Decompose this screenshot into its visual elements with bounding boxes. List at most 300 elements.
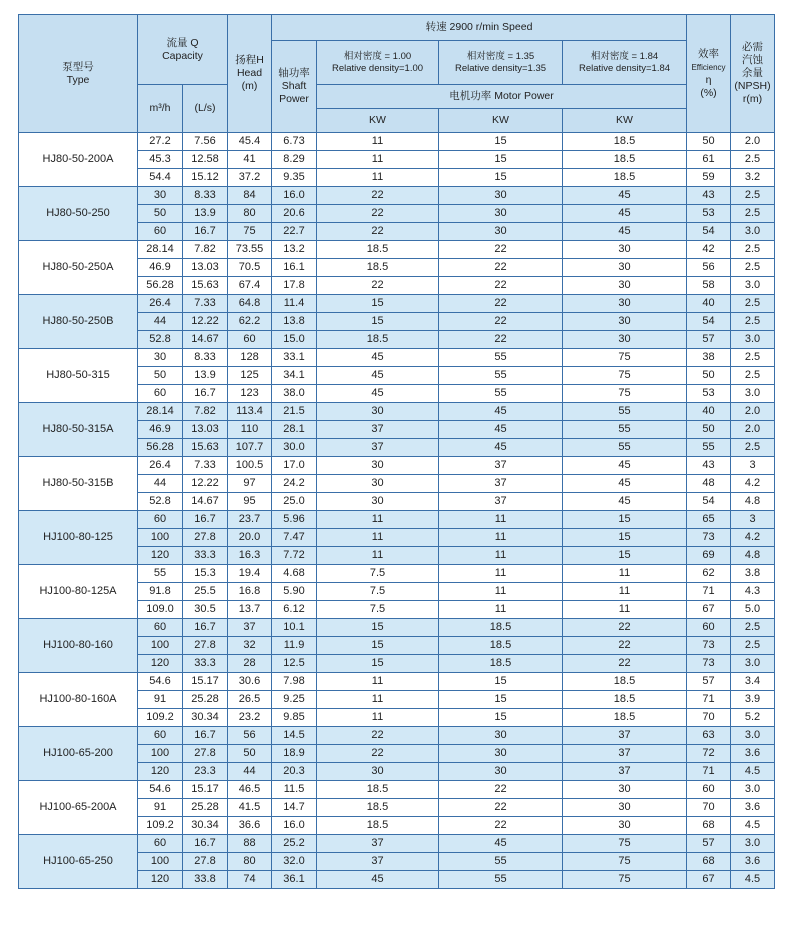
efficiency-cell: 73 [687, 637, 731, 655]
efficiency-cell: 73 [687, 529, 731, 547]
shaft-power-cell: 25.2 [272, 835, 317, 853]
flow-ls-cell: 15.12 [183, 169, 228, 187]
header-npsh-cn3: 余量 [742, 67, 764, 79]
efficiency-cell: 54 [687, 493, 731, 511]
table-row [19, 241, 775, 259]
efficiency-cell: 42 [687, 241, 731, 259]
flow-ls-cell: 7.82 [183, 241, 228, 259]
motor-kw-3-cell: 11 [563, 565, 687, 583]
efficiency-cell: 56 [687, 259, 731, 277]
header-speed: 转速 2900 r/min Speed [272, 15, 687, 41]
flow-m3h-cell: 52.8 [138, 493, 183, 511]
header-kw-2: KW [439, 109, 563, 133]
header-density-2-cn: 相对密度 = 1.35 [466, 50, 535, 62]
motor-kw-1-cell: 18.5 [317, 781, 439, 799]
pump-type-cell: HJ80-50-315B [19, 457, 138, 511]
flow-ls-cell: 27.8 [183, 853, 228, 871]
efficiency-cell: 70 [687, 709, 731, 727]
motor-kw-3-cell: 75 [563, 853, 687, 871]
flow-ls-cell: 16.7 [183, 619, 228, 637]
flow-m3h-cell: 56.28 [138, 439, 183, 457]
table-row [19, 187, 775, 205]
flow-ls-cell: 16.7 [183, 835, 228, 853]
npsh-cell: 2.5 [731, 637, 775, 655]
efficiency-cell: 61 [687, 151, 731, 169]
shaft-power-cell: 11.4 [272, 295, 317, 313]
motor-kw-1-cell: 18.5 [317, 799, 439, 817]
head-cell: 45.4 [228, 133, 272, 151]
motor-kw-1-cell: 11 [317, 133, 439, 151]
motor-kw-3-cell: 18.5 [563, 709, 687, 727]
npsh-cell: 4.2 [731, 529, 775, 547]
npsh-cell: 2.5 [731, 205, 775, 223]
head-cell: 128 [228, 349, 272, 367]
motor-kw-2-cell: 22 [439, 781, 563, 799]
shaft-power-cell: 36.1 [272, 871, 317, 889]
flow-m3h-cell: 100 [138, 745, 183, 763]
npsh-cell: 2.5 [731, 259, 775, 277]
flow-ls-cell: 27.8 [183, 745, 228, 763]
flow-m3h-cell: 120 [138, 763, 183, 781]
npsh-cell: 3.0 [731, 277, 775, 295]
pump-type-cell: HJ80-50-200A [19, 133, 138, 187]
motor-kw-3-cell: 15 [563, 529, 687, 547]
flow-ls-cell: 12.58 [183, 151, 228, 169]
npsh-cell: 4.8 [731, 547, 775, 565]
motor-kw-2-cell: 22 [439, 313, 563, 331]
header-type-cn: 泵型号 [62, 60, 94, 73]
motor-kw-2-cell: 15 [439, 151, 563, 169]
efficiency-cell: 62 [687, 565, 731, 583]
flow-m3h-cell: 45.3 [138, 151, 183, 169]
header-npsh-cn1: 必需 [742, 41, 764, 53]
head-cell: 113.4 [228, 403, 272, 421]
head-cell: 67.4 [228, 277, 272, 295]
motor-kw-2-cell: 18.5 [439, 619, 563, 637]
motor-kw-1-cell: 30 [317, 493, 439, 511]
shaft-power-cell: 30.0 [272, 439, 317, 457]
head-cell: 125 [228, 367, 272, 385]
header-kw-1: KW [317, 109, 439, 133]
table-row [19, 619, 775, 637]
motor-kw-3-cell: 37 [563, 763, 687, 781]
flow-ls-cell: 30.5 [183, 601, 228, 619]
flow-m3h-cell: 100 [138, 529, 183, 547]
header-head [228, 15, 272, 133]
shaft-power-cell: 11.9 [272, 637, 317, 655]
pump-type-cell: HJ100-65-200A [19, 781, 138, 835]
head-cell: 95 [228, 493, 272, 511]
flow-m3h-cell: 50 [138, 367, 183, 385]
shaft-power-cell: 34.1 [272, 367, 317, 385]
shaft-power-cell: 8.29 [272, 151, 317, 169]
shaft-power-cell: 16.0 [272, 817, 317, 835]
flow-m3h-cell: 30 [138, 349, 183, 367]
header-motor-power: 电机功率 Motor Power [317, 85, 687, 109]
motor-kw-3-cell: 75 [563, 835, 687, 853]
motor-kw-1-cell: 7.5 [317, 601, 439, 619]
motor-kw-3-cell: 75 [563, 367, 687, 385]
table-row [19, 727, 775, 745]
motor-kw-2-cell: 22 [439, 277, 563, 295]
npsh-cell: 3.0 [731, 331, 775, 349]
motor-kw-3-cell: 45 [563, 205, 687, 223]
pump-type-cell: HJ80-50-315A [19, 403, 138, 457]
flow-ls-cell: 15.17 [183, 673, 228, 691]
efficiency-cell: 54 [687, 223, 731, 241]
efficiency-cell: 70 [687, 799, 731, 817]
npsh-cell: 2.5 [731, 349, 775, 367]
motor-kw-1-cell: 45 [317, 385, 439, 403]
flow-m3h-cell: 46.9 [138, 421, 183, 439]
head-cell: 26.5 [228, 691, 272, 709]
flow-ls-cell: 7.33 [183, 457, 228, 475]
flow-ls-cell: 13.03 [183, 421, 228, 439]
head-cell: 110 [228, 421, 272, 439]
shaft-power-cell: 14.7 [272, 799, 317, 817]
flow-ls-cell: 25.28 [183, 799, 228, 817]
pump-type-cell: HJ100-80-125A [19, 565, 138, 619]
header-npsh-cn2: 汽蚀 [742, 54, 764, 66]
flow-ls-cell: 7.33 [183, 295, 228, 313]
flow-ls-cell: 15.17 [183, 781, 228, 799]
motor-kw-2-cell: 45 [439, 835, 563, 853]
efficiency-cell: 53 [687, 205, 731, 223]
motor-kw-2-cell: 22 [439, 331, 563, 349]
shaft-power-cell: 5.96 [272, 511, 317, 529]
efficiency-cell: 53 [687, 385, 731, 403]
flow-m3h-cell: 50 [138, 205, 183, 223]
flow-ls-cell: 7.56 [183, 133, 228, 151]
header-npsh [731, 15, 775, 133]
npsh-cell: 4.8 [731, 493, 775, 511]
motor-kw-1-cell: 11 [317, 691, 439, 709]
flow-m3h-cell: 91 [138, 799, 183, 817]
flow-m3h-cell: 55 [138, 565, 183, 583]
motor-kw-2-cell: 30 [439, 745, 563, 763]
npsh-cell: 4.5 [731, 871, 775, 889]
head-cell: 16.8 [228, 583, 272, 601]
flow-m3h-cell: 60 [138, 385, 183, 403]
flow-m3h-cell: 100 [138, 637, 183, 655]
flow-ls-cell: 13.9 [183, 367, 228, 385]
motor-kw-1-cell: 11 [317, 547, 439, 565]
pump-type-cell: HJ80-50-250B [19, 295, 138, 349]
head-cell: 37.2 [228, 169, 272, 187]
efficiency-cell: 38 [687, 349, 731, 367]
flow-ls-cell: 25.5 [183, 583, 228, 601]
flow-ls-cell: 12.22 [183, 475, 228, 493]
flow-ls-cell: 8.33 [183, 187, 228, 205]
motor-kw-2-cell: 30 [439, 763, 563, 781]
header-type-en: Type [66, 73, 90, 86]
header-shaft-en2: Power [279, 93, 309, 105]
flow-ls-cell: 16.7 [183, 727, 228, 745]
head-cell: 62.2 [228, 313, 272, 331]
head-cell: 32 [228, 637, 272, 655]
pump-type-cell: HJ80-50-250 [19, 187, 138, 241]
motor-kw-2-cell: 15 [439, 133, 563, 151]
flow-m3h-cell: 54.6 [138, 673, 183, 691]
header-flow-m3h: m³/h [138, 85, 183, 133]
motor-kw-3-cell: 18.5 [563, 691, 687, 709]
motor-kw-2-cell: 37 [439, 493, 563, 511]
flow-ls-cell: 13.03 [183, 259, 228, 277]
motor-kw-2-cell: 18.5 [439, 655, 563, 673]
npsh-cell: 3.0 [731, 655, 775, 673]
motor-kw-1-cell: 30 [317, 457, 439, 475]
flow-ls-cell: 14.67 [183, 331, 228, 349]
npsh-cell: 2.0 [731, 403, 775, 421]
motor-kw-3-cell: 11 [563, 601, 687, 619]
npsh-cell: 3.9 [731, 691, 775, 709]
efficiency-cell: 40 [687, 403, 731, 421]
motor-kw-3-cell: 45 [563, 475, 687, 493]
head-cell: 41 [228, 151, 272, 169]
head-cell: 30.6 [228, 673, 272, 691]
shaft-power-cell: 7.72 [272, 547, 317, 565]
motor-kw-3-cell: 37 [563, 727, 687, 745]
flow-ls-cell: 15.63 [183, 277, 228, 295]
header-density-3-en: Relative density=1.84 [578, 62, 671, 74]
motor-kw-2-cell: 18.5 [439, 637, 563, 655]
efficiency-cell: 43 [687, 457, 731, 475]
motor-kw-1-cell: 7.5 [317, 565, 439, 583]
motor-kw-2-cell: 11 [439, 583, 563, 601]
shaft-power-cell: 9.25 [272, 691, 317, 709]
npsh-cell: 2.5 [731, 295, 775, 313]
motor-kw-1-cell: 30 [317, 403, 439, 421]
motor-kw-2-cell: 15 [439, 709, 563, 727]
flow-m3h-cell: 54.6 [138, 781, 183, 799]
shaft-power-cell: 38.0 [272, 385, 317, 403]
motor-kw-3-cell: 15 [563, 511, 687, 529]
motor-kw-2-cell: 11 [439, 547, 563, 565]
motor-kw-1-cell: 22 [317, 223, 439, 241]
header-head-en: Head [236, 67, 263, 79]
header-flow-ls: (L/s) [183, 85, 228, 133]
npsh-cell: 2.5 [731, 151, 775, 169]
table-row [19, 565, 775, 583]
head-cell: 64.8 [228, 295, 272, 313]
flow-m3h-cell: 91 [138, 691, 183, 709]
shaft-power-cell: 5.90 [272, 583, 317, 601]
flow-ls-cell: 30.34 [183, 709, 228, 727]
motor-kw-3-cell: 45 [563, 223, 687, 241]
npsh-cell: 3.2 [731, 169, 775, 187]
efficiency-cell: 54 [687, 313, 731, 331]
motor-kw-2-cell: 22 [439, 817, 563, 835]
npsh-cell: 3.6 [731, 745, 775, 763]
motor-kw-2-cell: 45 [439, 439, 563, 457]
header-density-3 [563, 41, 687, 85]
head-cell: 80 [228, 205, 272, 223]
motor-kw-3-cell: 22 [563, 637, 687, 655]
shaft-power-cell: 15.0 [272, 331, 317, 349]
motor-kw-1-cell: 11 [317, 673, 439, 691]
motor-kw-1-cell: 45 [317, 349, 439, 367]
npsh-cell: 2.5 [731, 619, 775, 637]
motor-kw-1-cell: 7.5 [317, 583, 439, 601]
efficiency-cell: 55 [687, 439, 731, 457]
head-cell: 36.6 [228, 817, 272, 835]
header-density-2-en: Relative density=1.35 [454, 62, 547, 74]
shaft-power-cell: 33.1 [272, 349, 317, 367]
flow-m3h-cell: 28.14 [138, 241, 183, 259]
flow-m3h-cell: 44 [138, 313, 183, 331]
shaft-power-cell: 20.6 [272, 205, 317, 223]
flow-ls-cell: 33.8 [183, 871, 228, 889]
efficiency-cell: 73 [687, 655, 731, 673]
head-cell: 70.5 [228, 259, 272, 277]
npsh-cell: 3.0 [731, 781, 775, 799]
flow-m3h-cell: 109.0 [138, 601, 183, 619]
motor-kw-2-cell: 30 [439, 187, 563, 205]
motor-kw-3-cell: 37 [563, 745, 687, 763]
efficiency-cell: 40 [687, 295, 731, 313]
efficiency-cell: 57 [687, 835, 731, 853]
head-cell: 20.0 [228, 529, 272, 547]
motor-kw-3-cell: 22 [563, 655, 687, 673]
head-cell: 107.7 [228, 439, 272, 457]
header-density-1-en: Relative density=1.00 [331, 62, 424, 74]
npsh-cell: 3 [731, 457, 775, 475]
pump-type-cell: HJ100-80-125 [19, 511, 138, 565]
table-row [19, 673, 775, 691]
shaft-power-cell: 12.5 [272, 655, 317, 673]
npsh-cell: 3.0 [731, 223, 775, 241]
motor-kw-2-cell: 55 [439, 367, 563, 385]
shaft-power-cell: 32.0 [272, 853, 317, 871]
flow-m3h-cell: 91.8 [138, 583, 183, 601]
efficiency-cell: 48 [687, 475, 731, 493]
flow-ls-cell: 27.8 [183, 529, 228, 547]
motor-kw-1-cell: 15 [317, 637, 439, 655]
motor-kw-3-cell: 45 [563, 187, 687, 205]
flow-m3h-cell: 109.2 [138, 817, 183, 835]
pump-performance-table [18, 14, 775, 889]
shaft-power-cell: 21.5 [272, 403, 317, 421]
npsh-cell: 3.6 [731, 853, 775, 871]
head-cell: 19.4 [228, 565, 272, 583]
head-cell: 23.7 [228, 511, 272, 529]
flow-m3h-cell: 60 [138, 727, 183, 745]
flow-ls-cell: 15.3 [183, 565, 228, 583]
table-row [19, 133, 775, 151]
pump-type-cell: HJ100-65-250 [19, 835, 138, 889]
flow-m3h-cell: 60 [138, 835, 183, 853]
motor-kw-1-cell: 45 [317, 367, 439, 385]
shaft-power-cell: 7.98 [272, 673, 317, 691]
efficiency-cell: 58 [687, 277, 731, 295]
header-efficiency-unit: (%) [700, 86, 717, 99]
motor-kw-3-cell: 30 [563, 277, 687, 295]
shaft-power-cell: 6.12 [272, 601, 317, 619]
motor-kw-3-cell: 75 [563, 349, 687, 367]
efficiency-cell: 50 [687, 133, 731, 151]
npsh-cell: 3.0 [731, 835, 775, 853]
npsh-cell: 5.0 [731, 601, 775, 619]
motor-kw-2-cell: 22 [439, 259, 563, 277]
npsh-cell: 3.0 [731, 385, 775, 403]
header-density-1-cn: 相对密度 = 1.00 [343, 50, 412, 62]
motor-kw-2-cell: 22 [439, 241, 563, 259]
flow-m3h-cell: 109.2 [138, 709, 183, 727]
head-cell: 50 [228, 745, 272, 763]
npsh-cell: 3.4 [731, 673, 775, 691]
header-shaft-cn: 轴功率 [278, 67, 310, 79]
efficiency-cell: 72 [687, 745, 731, 763]
motor-kw-2-cell: 55 [439, 853, 563, 871]
flow-m3h-cell: 60 [138, 511, 183, 529]
motor-kw-2-cell: 15 [439, 673, 563, 691]
motor-kw-1-cell: 37 [317, 853, 439, 871]
npsh-cell: 2.0 [731, 421, 775, 439]
table-row [19, 349, 775, 367]
motor-kw-3-cell: 22 [563, 619, 687, 637]
header-type [19, 15, 138, 133]
flow-ls-cell: 16.7 [183, 385, 228, 403]
npsh-cell: 2.5 [731, 367, 775, 385]
spec-sheet [18, 14, 775, 889]
motor-kw-3-cell: 75 [563, 871, 687, 889]
motor-kw-1-cell: 15 [317, 295, 439, 313]
npsh-cell: 2.0 [731, 133, 775, 151]
flow-ls-cell: 16.7 [183, 223, 228, 241]
header-kw-3: KW [563, 109, 687, 133]
head-cell: 16.3 [228, 547, 272, 565]
npsh-cell: 2.5 [731, 439, 775, 457]
shaft-power-cell: 9.85 [272, 709, 317, 727]
efficiency-cell: 60 [687, 619, 731, 637]
header-shaft-power [272, 41, 317, 133]
flow-m3h-cell: 52.8 [138, 331, 183, 349]
header-efficiency-cn: 效率 [698, 47, 720, 60]
motor-kw-2-cell: 15 [439, 169, 563, 187]
shaft-power-cell: 14.5 [272, 727, 317, 745]
pump-type-cell: HJ80-50-250A [19, 241, 138, 295]
head-cell: 13.7 [228, 601, 272, 619]
motor-kw-3-cell: 30 [563, 817, 687, 835]
head-cell: 123 [228, 385, 272, 403]
head-cell: 73.55 [228, 241, 272, 259]
motor-kw-3-cell: 30 [563, 313, 687, 331]
efficiency-cell: 65 [687, 511, 731, 529]
head-cell: 44 [228, 763, 272, 781]
npsh-cell: 4.5 [731, 817, 775, 835]
motor-kw-3-cell: 45 [563, 493, 687, 511]
header-efficiency-en: Efficiency [691, 62, 726, 72]
motor-kw-3-cell: 11 [563, 583, 687, 601]
flow-m3h-cell: 100 [138, 853, 183, 871]
shaft-power-cell: 22.7 [272, 223, 317, 241]
motor-kw-1-cell: 18.5 [317, 241, 439, 259]
motor-kw-1-cell: 37 [317, 421, 439, 439]
head-cell: 97 [228, 475, 272, 493]
flow-m3h-cell: 46.9 [138, 259, 183, 277]
motor-kw-3-cell: 18.5 [563, 133, 687, 151]
motor-kw-1-cell: 18.5 [317, 331, 439, 349]
motor-kw-1-cell: 18.5 [317, 259, 439, 277]
efficiency-cell: 50 [687, 421, 731, 439]
efficiency-cell: 43 [687, 187, 731, 205]
flow-ls-cell: 12.22 [183, 313, 228, 331]
table-row [19, 781, 775, 799]
motor-kw-3-cell: 18.5 [563, 673, 687, 691]
shaft-power-cell: 10.1 [272, 619, 317, 637]
header-efficiency-symbol: η [705, 73, 712, 86]
motor-kw-3-cell: 55 [563, 439, 687, 457]
